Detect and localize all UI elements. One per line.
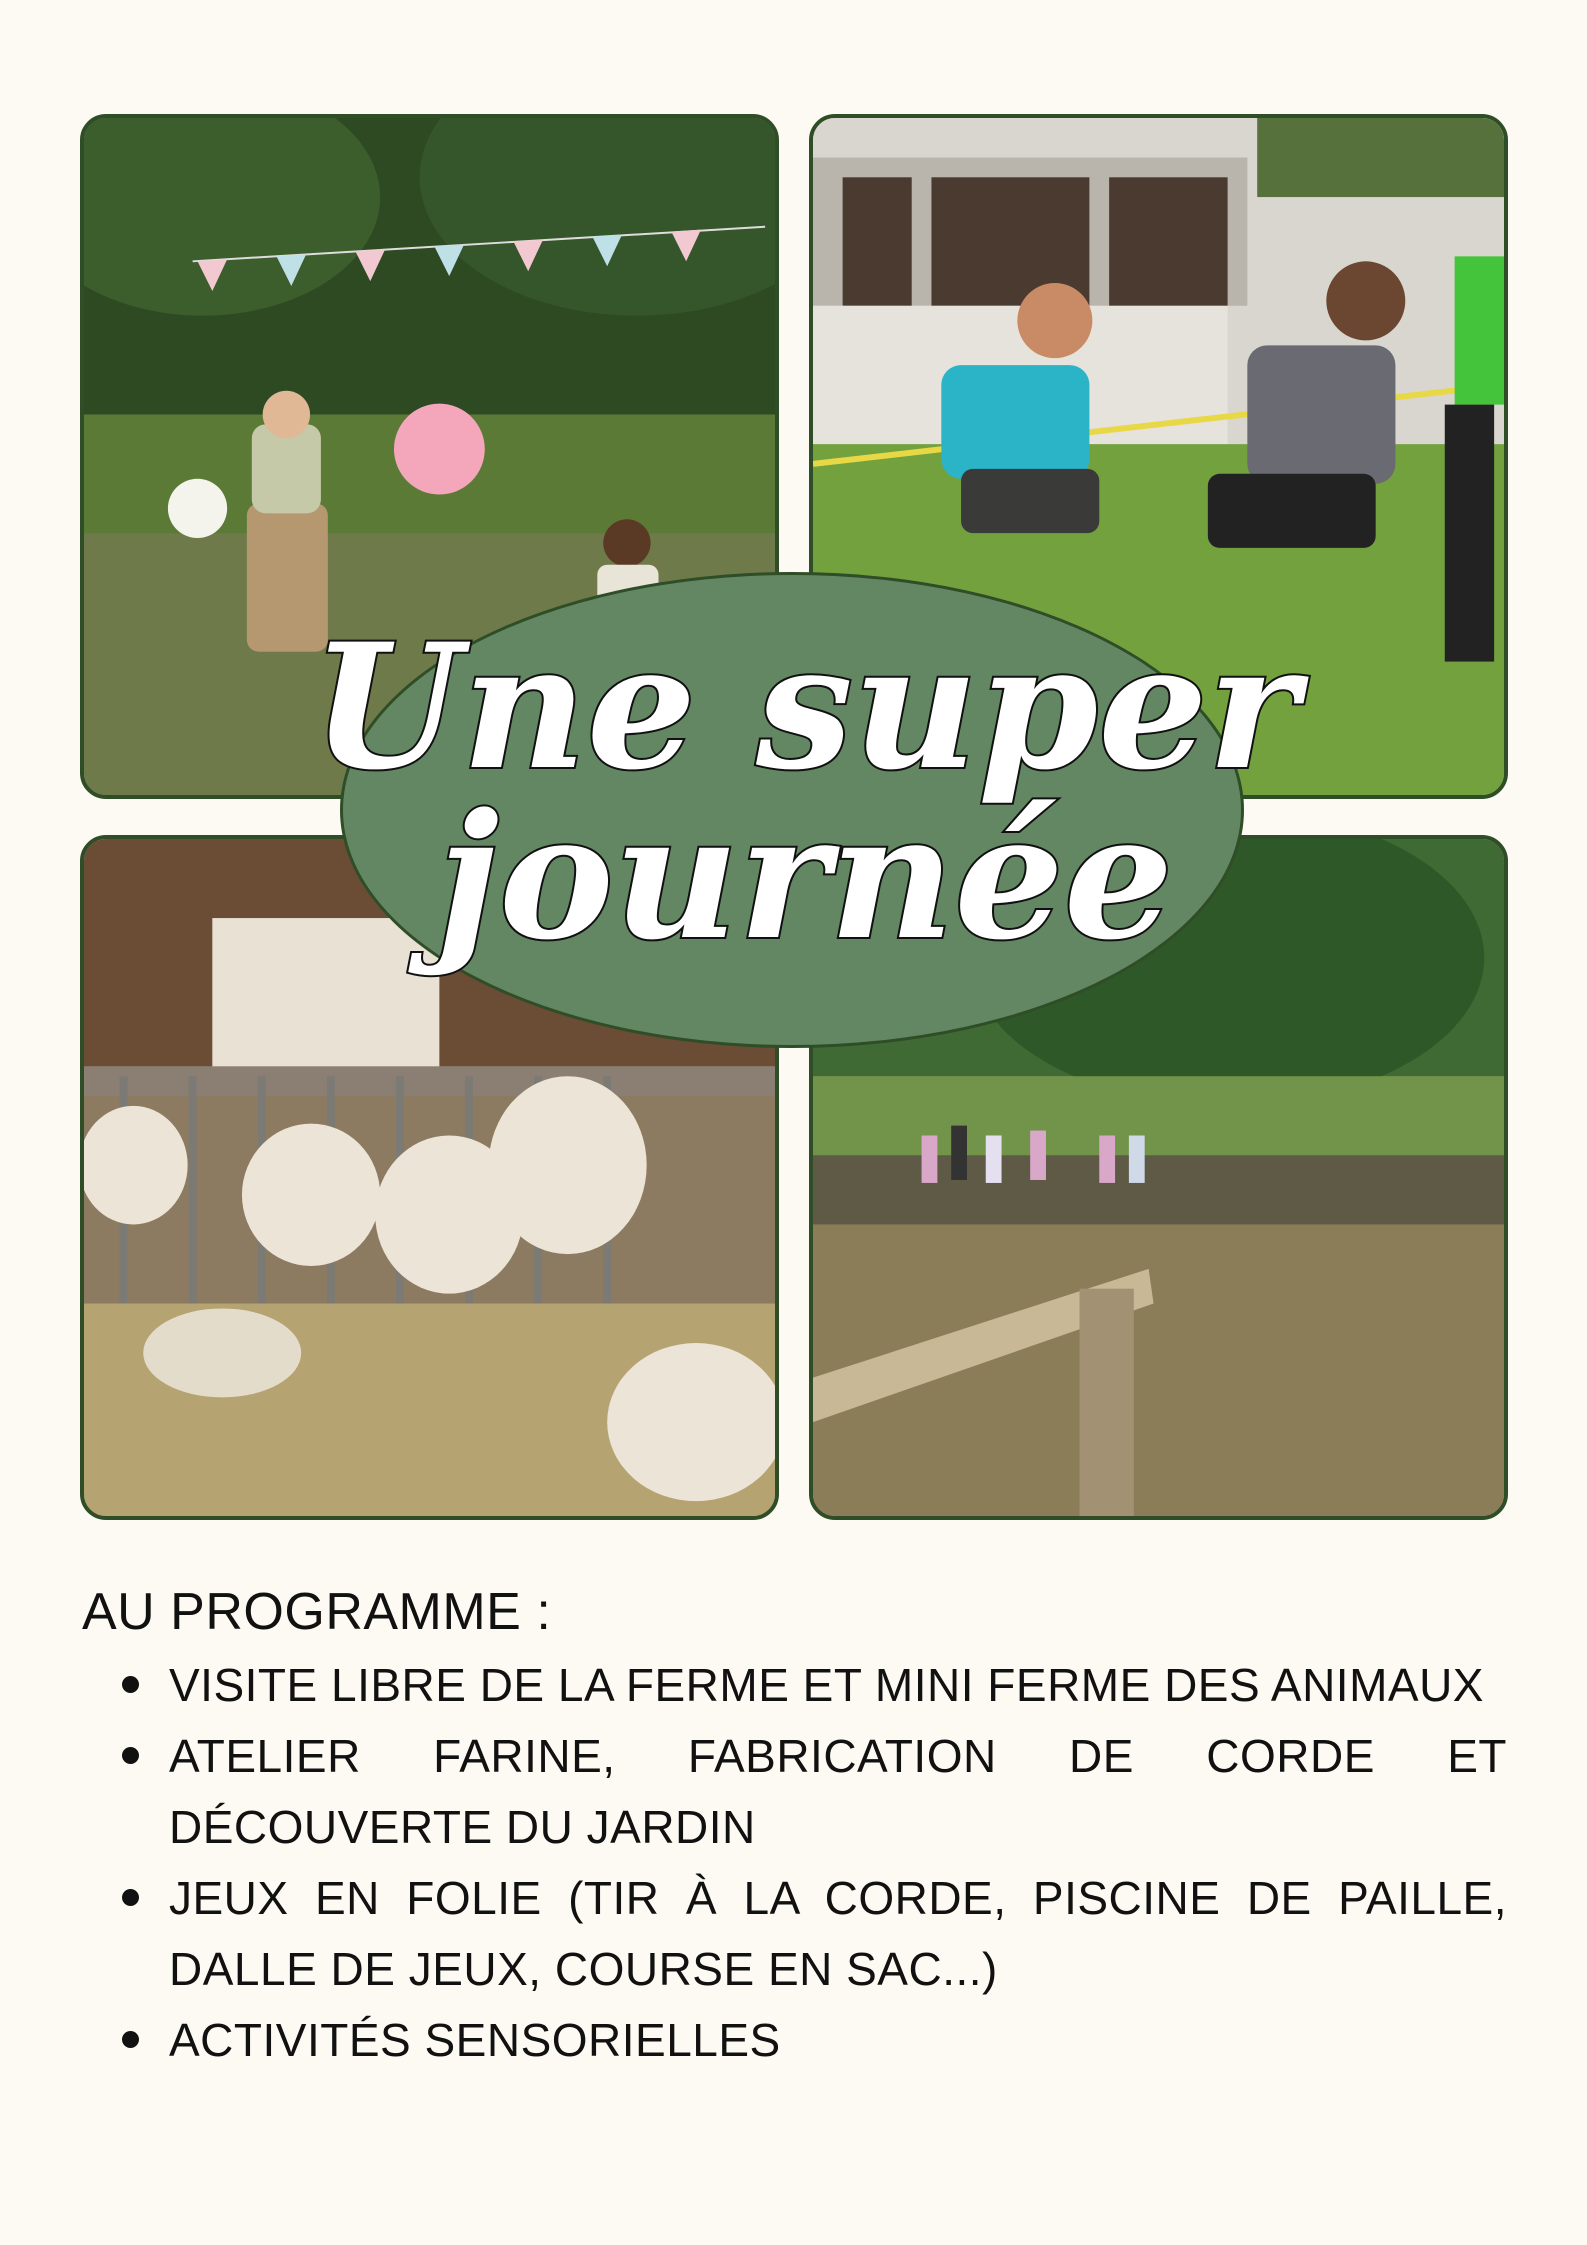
- program-item-text: JEUX EN FOLIE (TIR À LA CORDE, PISCINE DE PAILLE, DALLE DE JEUX, COURSE EN SAC...): [169, 1872, 1507, 1995]
- headline: [310, 605, 1300, 978]
- bullet-icon: [122, 1676, 139, 1693]
- program-item-text: VISITE LIBRE DE LA FERME ET MINI FERME DES ANIMAUX: [169, 1659, 1484, 1711]
- program-item: [112, 1650, 1507, 1721]
- headline-line-2: journée: [436, 775, 1174, 978]
- program-item-text: ACTIVITÉS SENSORIELLES: [169, 2014, 781, 2066]
- program-item: [112, 1863, 1507, 2005]
- program-list: [112, 1650, 1507, 2076]
- program-title: AU PROGRAMME :: [82, 1583, 552, 1641]
- headline-line-1: Une super: [311, 605, 1299, 808]
- bullet-icon: [122, 2031, 139, 2048]
- bullet-icon: [122, 1747, 139, 1764]
- program-item: [112, 1721, 1507, 1863]
- program-item: [112, 2005, 1507, 2076]
- bullet-icon: [122, 1889, 139, 1906]
- program-item-text: ATELIER FARINE, FABRICATION DE CORDE ET DÉCOUVERTE DU JARDIN: [169, 1730, 1507, 1853]
